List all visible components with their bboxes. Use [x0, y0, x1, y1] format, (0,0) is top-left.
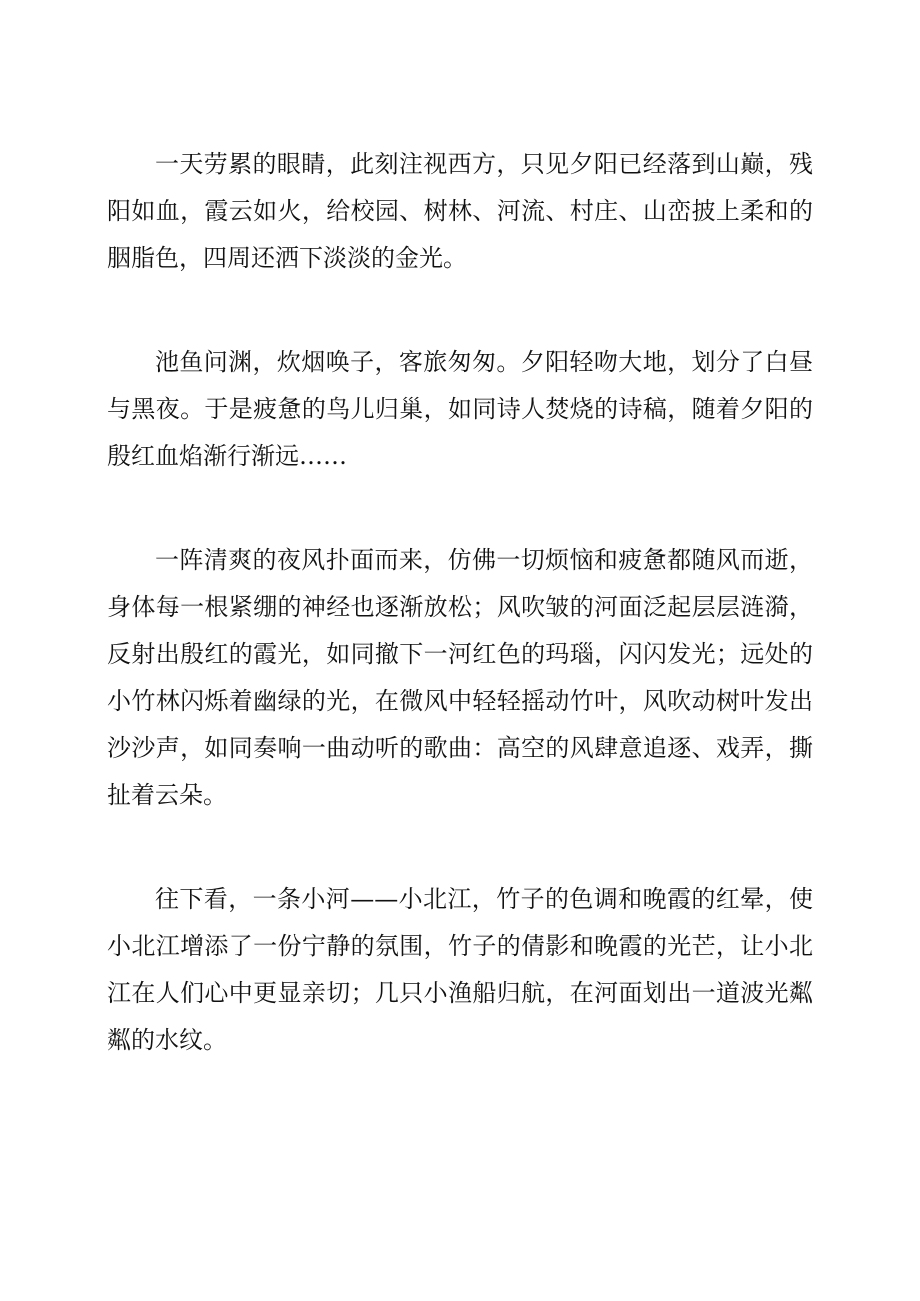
document-body	[107, 141, 813, 1064]
paragraph-3: 一阵清爽的夜风扑面而来，仿佛一切烦恼和疲惫都随风而逝，身体每一根紧绷的神经也逐渐放松；风吹皱的河面泛起层层涟漪，反射出殷红的霞光，如同撤下一河红色的玛瑙，闪闪发光；远处的小竹林闪烁着幽绿的光，在微风中轻轻摇动竹叶，风吹动树叶发出沙沙声，如同奏响一曲动听的歌曲：高空的风肆意追逐、戏弄，撕扯着云朵。	[107, 546, 813, 809]
paragraph-1: 一天劳累的眼睛，此刻注视西方，只见夕阳已经落到山巅，残阳如血，霞云如火，给校园、树林、河流、村庄、山峦披上柔和的胭脂色，四周还洒下淡淡的金光。	[107, 150, 813, 272]
paragraph-4: 往下看，一条小河——小北江，竹子的色调和晚霞的红晕，使小北江增添了一份宁静的氛围，竹子的倩影和晚霞的光芒，让小北江在人们心中更显亲切；几只小渔船归航，在河面划出一道波光粼粼的水纹。	[107, 885, 813, 1054]
paragraph-2: 池鱼问渊，炊烟唤子，客旅匆匆。夕阳轻吻大地，划分了白昼与黑夜。于是疲惫的鸟儿归巢，如同诗人焚烧的诗稿，随着夕阳的殷红血焰渐行渐远……	[107, 348, 813, 470]
